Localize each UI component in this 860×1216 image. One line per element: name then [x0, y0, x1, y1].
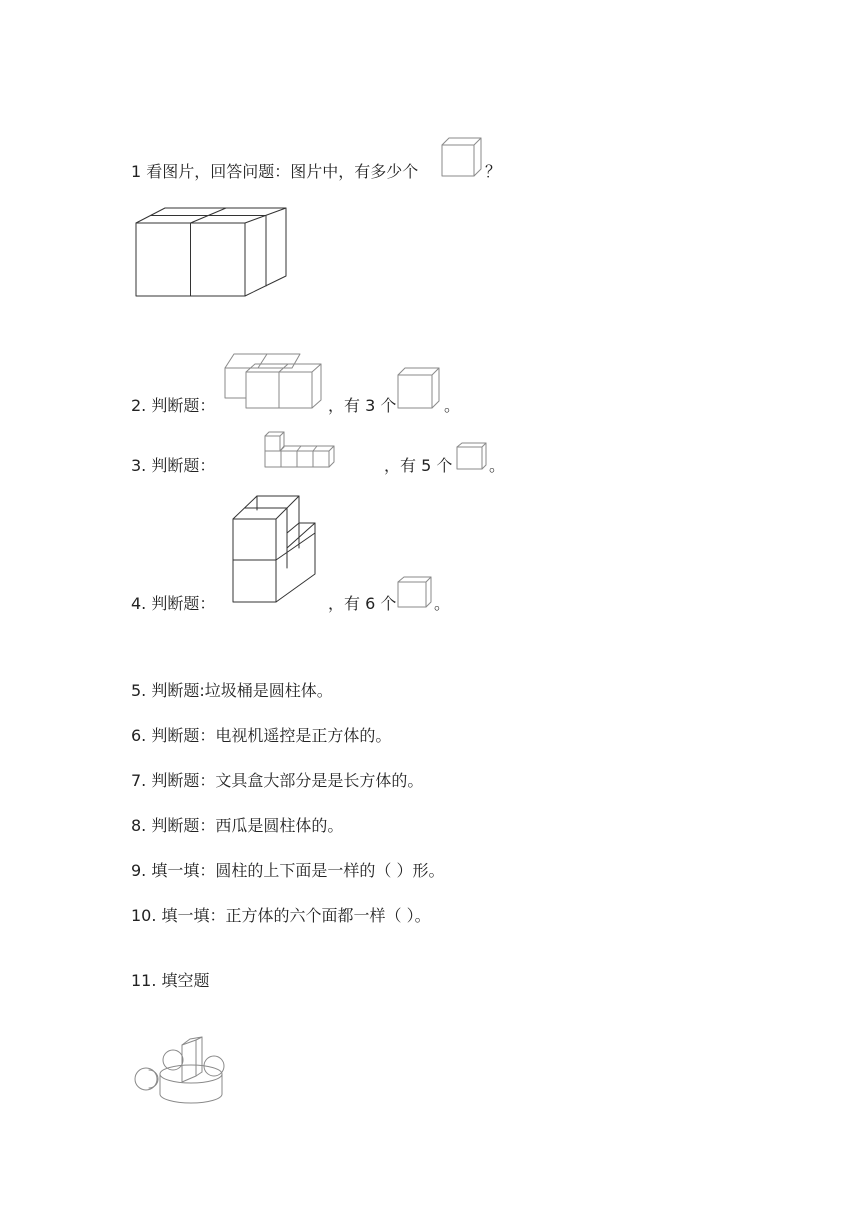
question-5: 5. 判断题:垃圾桶是圆柱体。	[131, 681, 333, 700]
question-4-prefix: 4. 判断题：	[131, 594, 216, 613]
question-7: 7. 判断题：文具盒大部分是是长方体的。	[131, 771, 424, 790]
cube-block-figure	[134, 206, 290, 300]
shapes-group-figure	[130, 1036, 230, 1106]
cube-icon	[440, 136, 484, 178]
question-1-text: 1 看图片，回答问题：图片中，有多少个	[131, 162, 419, 181]
question-3-prefix: 3. 判断题：	[131, 456, 216, 475]
cube-row-figure	[262, 428, 340, 470]
cube-stack-figure	[222, 352, 326, 410]
cube-icon	[396, 366, 442, 410]
question-8: 8. 判断题：西瓜是圆柱体的。	[131, 816, 344, 835]
question-4	[131, 594, 215, 614]
question-2	[131, 396, 215, 416]
cube-icon	[455, 441, 489, 471]
question-2-middle: ，有 3 个	[328, 396, 397, 415]
question-2-suffix: 。	[444, 396, 461, 415]
cube-tower-figure	[230, 493, 320, 605]
question-3	[131, 456, 215, 476]
question-1-suffix: ？	[485, 162, 502, 181]
question-3-middle: ，有 5 个	[384, 456, 453, 475]
question-1	[131, 162, 418, 182]
question-11: 11. 填空题	[131, 971, 210, 990]
cube-icon	[396, 575, 434, 609]
question-6: 6. 判断题：电视机遥控是正方体的。	[131, 726, 392, 745]
question-4-middle: ，有 6 个	[328, 594, 397, 613]
question-4-suffix: 。	[434, 594, 451, 613]
question-3-suffix: 。	[489, 456, 506, 475]
question-2-prefix: 2. 判断题：	[131, 396, 216, 415]
question-10: 10. 填一填：正方体的六个面都一样（ ）。	[131, 906, 431, 925]
question-9: 9. 填一填：圆柱的上下面是一样的（ ）形。	[131, 861, 445, 880]
